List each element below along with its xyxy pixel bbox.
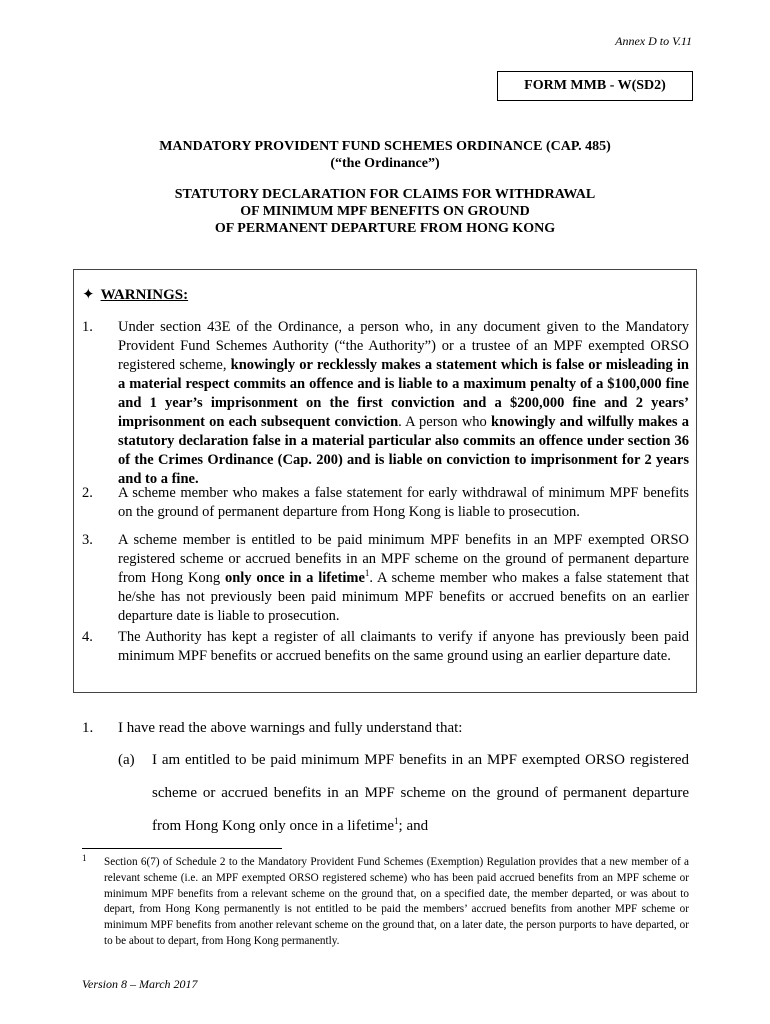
star-icon: ✦: [82, 287, 95, 303]
warning-bold-text: only once in a lifetime: [224, 570, 365, 586]
warning-number: 1.: [82, 319, 93, 335]
warning-item-1: [118, 318, 689, 489]
declaration-subitem-end: ; and: [398, 818, 429, 834]
warning-item-2: A scheme member who makes a false statement for early withdrawal of minimum MPF benefits on the ground of permanent departure from Hong Kong is liable to prosecution.: [118, 485, 689, 520]
declaration-title-line-2: OF MINIMUM MPF BENEFITS ON GROUND: [240, 204, 530, 219]
warning-text: A scheme member is entitled to be paid minimum MPF benefits in an MPF exempted ORSO registered scheme or accrued benefits in an MPF scheme on the ground of permanent departure from Hong Kong: [118, 532, 689, 586]
warning-text: . A person who: [398, 414, 487, 430]
version-footer: Version 8 – March 2017: [82, 977, 198, 991]
form-code-box: FORM MMB - W(SD2): [497, 71, 693, 101]
footnote-ref: 1: [364, 568, 370, 579]
declaration-number: 1.: [82, 720, 94, 736]
warning-number: 4.: [82, 629, 93, 645]
warning-bold-text: knowingly or recklessly makes a statement which is false or misleading in a material respect commits an offence and is liable to a maximum penalty of a $100,000 fine and 1 year’s imprisonment on the first conviction and a $200,000 fine and 2 years’ imprisonment on each subsequent conviction: [118, 357, 690, 430]
footnote-ref: 1: [394, 816, 399, 826]
declaration-title-line-3: OF PERMANENT DEPARTURE FROM HONG KONG: [214, 221, 556, 236]
footnote-number: 1: [82, 853, 87, 863]
warning-text: Under section 43E of the Ordinance, a person who, in any document given to the Mandatory Provident Fund Schemes Authority (“the Authority”) or a trustee of an MPF exempted ORSO registered scheme,: [118, 319, 689, 373]
declaration-subitem-text: I am entitled to be paid minimum MPF benefits in an MPF exempted ORSO registered scheme or accrued benefits in an MPF scheme on the ground of permanent departure from Hong Kong only once in a lifetime: [152, 752, 689, 834]
declaration-subitem-label: (a): [118, 752, 135, 768]
ordinance-subtitle-line: (“the Ordinance”): [330, 156, 440, 171]
warnings-heading: [82, 285, 188, 304]
footnote-text: Section 6(7) of Schedule 2 to the Mandatory Provident Fund Schemes (Exemption) Regulation provides that a new member of a relevant scheme (i.e. an MPF exempted ORSO registered scheme) who has been paid accrued benefits from an MPF scheme or minimum MPF benefits from a relevant scheme on the ground that, on a specified date, the member departed, or was about to depart, from Hong Kong permanently is not entitled to be paid the members’ accrued benefits from another MPF scheme or minimum MPF benefits from another relevant scheme on the ground that, on a later date, the person purports to have departed, or to be about to depart, from Hong Kong permanently.: [104, 856, 689, 947]
warning-bold-text: knowingly and wilfully makes a statutory declaration false in a material particular also commits an offence under section 36 of the Crimes Ordinance (Cap. 200) and is liable on conviction to imprisonment for 2 years and to a fine.: [118, 414, 690, 487]
footnote-divider: [82, 848, 282, 849]
warnings-heading-label: WARNINGS:: [100, 287, 189, 303]
ordinance-title-line: MANDATORY PROVIDENT FUND SCHEMES ORDINANCE (CAP. 485): [159, 139, 611, 154]
declaration-title-line-1: STATUTORY DECLARATION FOR CLAIMS FOR WITHDRAWAL: [174, 187, 596, 202]
warning-number: 3.: [82, 532, 93, 548]
warning-text: . A scheme member who makes a false statement that he/she has not previously been paid minimum MPF benefits or accrued benefits on an earlier departure date is liable to prosecution.: [118, 570, 689, 624]
warning-item-4: The Authority has kept a register of all claimants to verify if anyone has previously been paid minimum MPF benefits or accrued benefits on the same ground using an earlier departure date.: [118, 629, 689, 664]
declaration-intro: I have read the above warnings and fully understand that:: [118, 720, 463, 736]
declaration-title: [0, 186, 770, 237]
annex-reference: Annex D to V.11: [615, 34, 692, 48]
ordinance-title: [0, 138, 770, 172]
warning-item-3: [118, 531, 689, 626]
warning-number: 2.: [82, 485, 93, 501]
declaration-subitem-a: [152, 744, 689, 843]
